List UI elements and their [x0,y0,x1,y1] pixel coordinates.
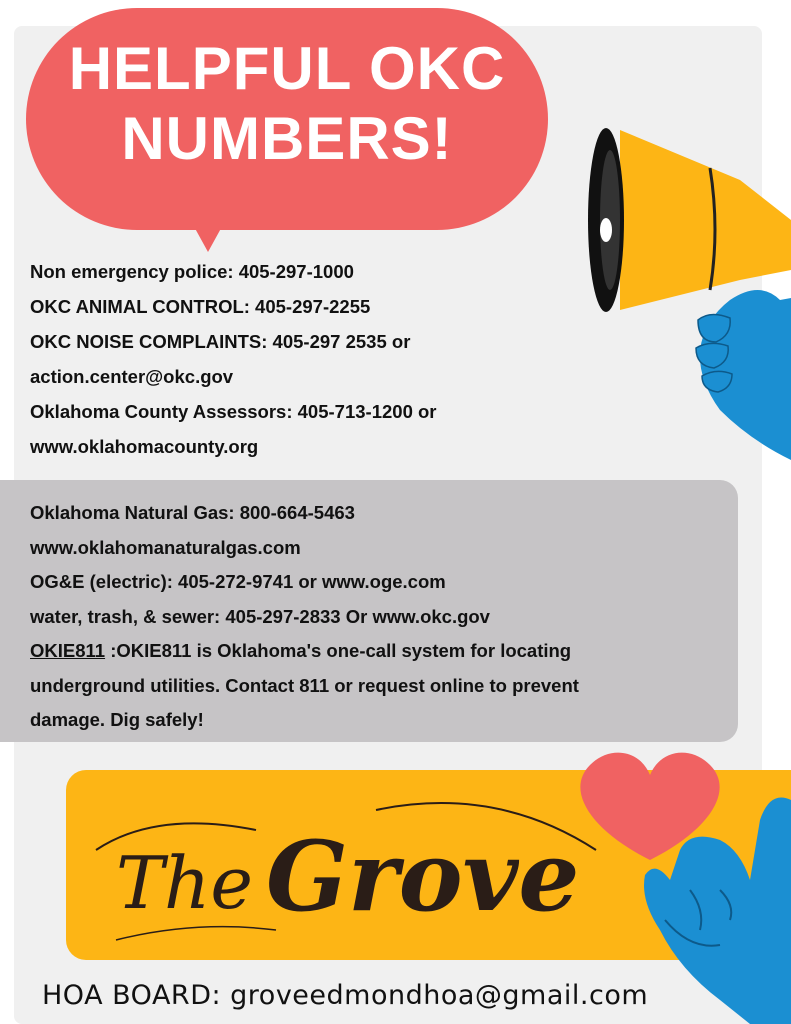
utilities-list [30,496,730,738]
okie811-line-2: underground utilities. Contact 811 or request online to prevent [30,674,579,696]
contact-animal-control: OKC ANIMAL CONTROL: 405-297-2255 [30,296,371,317]
contact-list [30,254,550,464]
contact-county-website[interactable]: www.oklahomacounty.org [30,436,259,457]
the-grove-logo [76,790,636,950]
page-title [26,34,548,174]
contact-assessors: Oklahoma County Assessors: 405-713-1200 or [30,401,437,422]
title-line-1: HELPFUL OKC [68,35,506,102]
contact-police: Non emergency police: 405-297-1000 [30,261,354,282]
hoa-board-contact[interactable]: HOA BOARD: groveedmondhoa@gmail.com [42,980,649,1011]
speech-bubble-tail [186,212,230,252]
logo-the: The [116,841,254,925]
okie811-line-3: damage. Dig safely! [30,709,204,730]
okie811-link[interactable]: OKIE811 [30,640,106,661]
utility-water-trash-sewer: water, trash, & sewer: 405-297-2833 Or www.okc.gov [30,605,490,627]
contact-noise-complaints: OKC NOISE COMPLAINTS: 405-297 2535 or [30,331,411,352]
megaphone-icon [580,120,791,470]
okie811-text-1: :OKIE811 is Oklahoma's one-call system for locating [105,640,572,661]
utility-natural-gas: Oklahoma Natural Gas: 800-664-5463 [30,502,355,523]
logo-grove: Grove [266,820,580,933]
utility-natural-gas-website[interactable]: www.oklahomanaturalgas.com [30,536,301,558]
contact-action-center-email[interactable]: action.center@okc.gov [30,366,234,387]
okie811-line-1 [30,634,730,669]
utility-electric: OG&E (electric): 405-272-9741 or www.oge.com [30,571,446,592]
title-line-2: NUMBERS! [121,105,453,172]
